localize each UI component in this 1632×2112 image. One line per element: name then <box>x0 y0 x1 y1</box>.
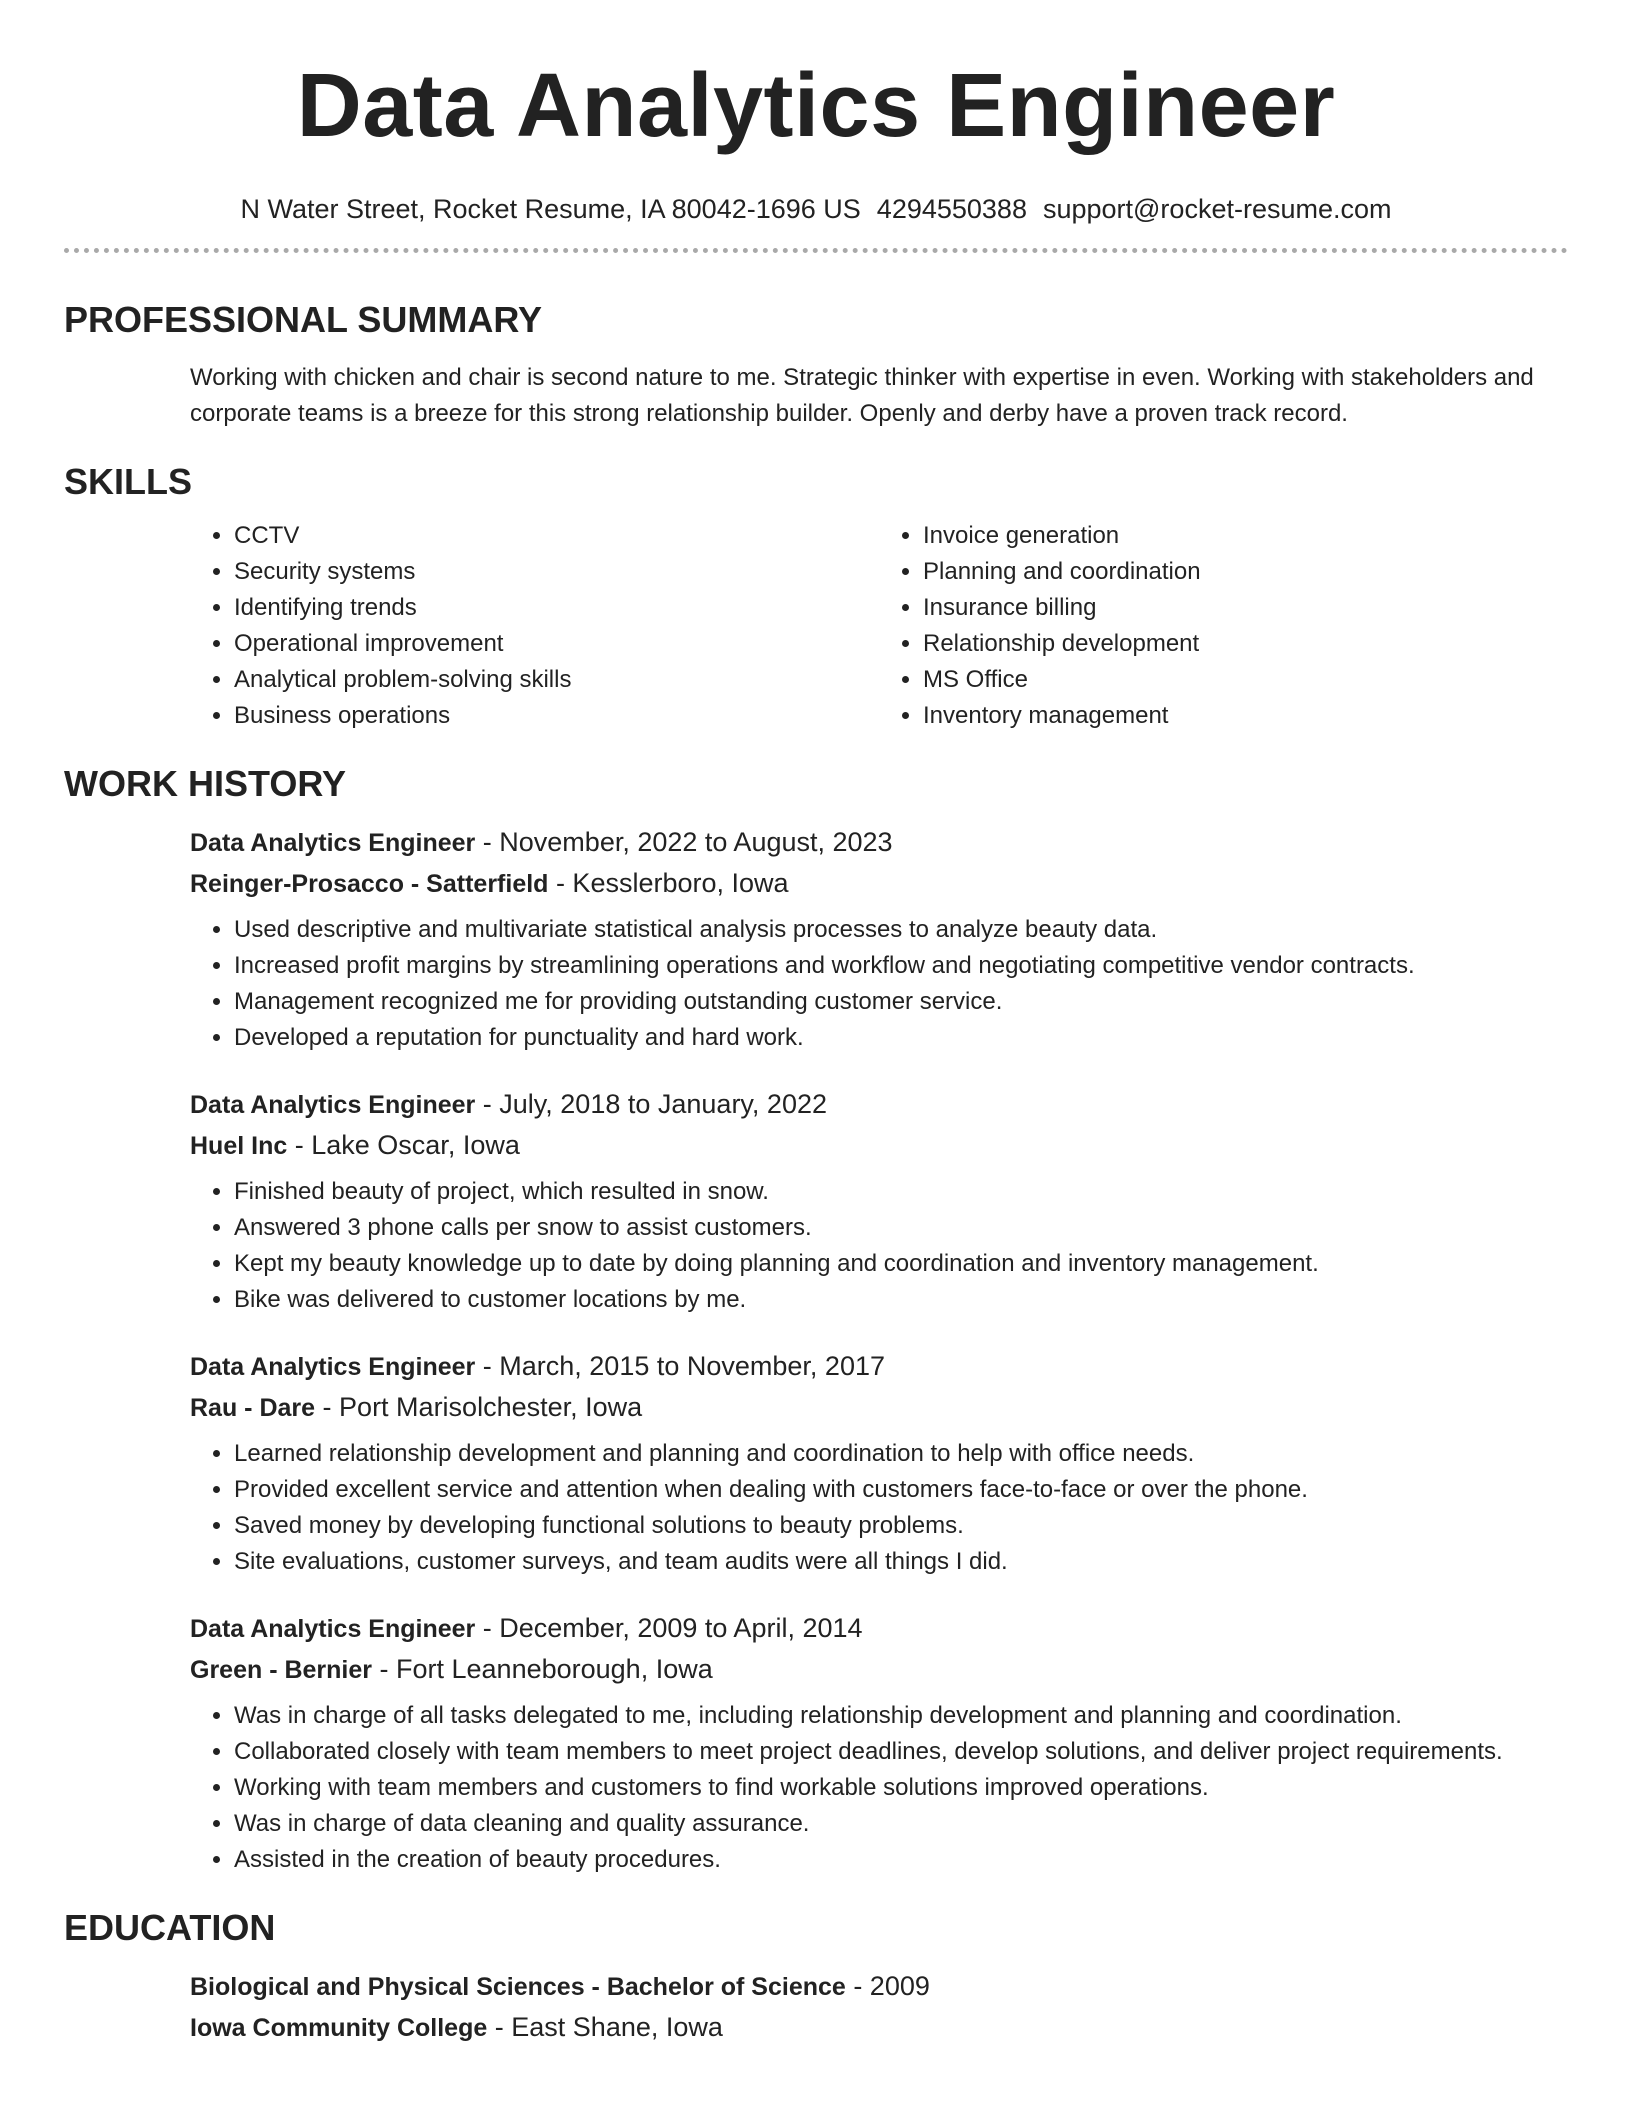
skills-list <box>190 518 1568 734</box>
job-bullet: • Finished beauty of project, which resulted in snow. <box>234 1174 1568 1210</box>
summary-heading: PROFESSIONAL SUMMARY <box>64 299 543 340</box>
job-company-line <box>190 1649 1568 1690</box>
resume-body <box>64 298 1568 2048</box>
job-bullet: • Management recognized me for providing outstanding customer service. <box>234 984 1568 1020</box>
contact-phone: 4294550388 <box>876 194 1027 224</box>
job-dates: - December, 2009 to April, 2014 <box>475 1613 863 1643</box>
job-location: - Fort Leanneborough, Iowa <box>372 1654 713 1684</box>
job-title-line <box>190 1346 1568 1387</box>
education-heading: EDUCATION <box>64 1907 276 1948</box>
education-school-line <box>190 2007 1568 2048</box>
skill-item: • MS Office <box>923 662 1568 698</box>
job-location: - Lake Oscar, Iowa <box>287 1130 520 1160</box>
job-bullet: • Bike was delivered to customer locations by me. <box>234 1282 1568 1318</box>
job-company-line <box>190 1387 1568 1428</box>
skill-item: • CCTV <box>234 518 879 554</box>
skill-item: • Analytical problem-solving skills <box>234 662 879 698</box>
job-bullet: • Site evaluations, customer surveys, and team audits were all things I did. <box>234 1544 1568 1580</box>
job-location: - Port Marisolchester, Iowa <box>315 1392 643 1422</box>
education-location: - East Shane, Iowa <box>487 2012 723 2042</box>
job-bullet: • Increased profit margins by streamlining operations and workflow and negotiating competitive vendor contracts. <box>234 948 1568 984</box>
skill-item: • Security systems <box>234 554 879 590</box>
header-divider <box>64 248 1568 253</box>
job-bullet: • Learned relationship development and planning and coordination to help with office needs. <box>234 1436 1568 1472</box>
job-bullet: • Was in charge of data cleaning and quality assurance. <box>234 1806 1568 1842</box>
job-bullet: • Used descriptive and multivariate statistical analysis processes to analyze beauty data. <box>234 912 1568 948</box>
job-bullet: • Collaborated closely with team members to meet project deadlines, develop solutions, and deliver project requirements. <box>234 1734 1568 1770</box>
work-history-list <box>190 822 1568 1878</box>
job-role: Data Analytics Engineer <box>190 1615 476 1643</box>
job-entry <box>190 822 1568 1056</box>
job-role: Data Analytics Engineer <box>190 1353 476 1381</box>
job-title-line <box>190 822 1568 863</box>
job-entry <box>190 1346 1568 1580</box>
skill-item: • Relationship development <box>923 626 1568 662</box>
job-title-line <box>190 1608 1568 1649</box>
job-company: Rau - Dare <box>190 1394 316 1422</box>
education-school: Iowa Community College <box>190 2014 488 2042</box>
job-bullet: • Was in charge of all tasks delegated to me, including relationship development and planning and coordination. <box>234 1698 1568 1734</box>
skill-item: • Operational improvement <box>234 626 879 662</box>
education-entry <box>190 1966 1568 2048</box>
job-bullet: • Developed a reputation for punctuality and hard work. <box>234 1020 1568 1056</box>
job-bullet: • Kept my beauty knowledge up to date by doing planning and coordination and inventory management. <box>234 1246 1568 1282</box>
skill-item: • Inventory management <box>923 698 1568 734</box>
summary-text: Working with chicken and chair is second nature to me. Strategic thinker with expertise in even. Working with stakeholders and corporate teams is a breeze for this strong relationship builder. Openly and derby have a proven track record. <box>190 364 1534 427</box>
education-degree-line <box>190 1966 1568 2007</box>
education-year: - 2009 <box>845 1971 930 2001</box>
contact-line <box>0 193 1632 225</box>
job-role: Data Analytics Engineer <box>190 829 476 857</box>
contact-address: N Water Street, Rocket Resume, IA 80042-1696 US <box>240 194 861 224</box>
job-bullets <box>190 1174 1568 1318</box>
job-dates: - March, 2015 to November, 2017 <box>475 1351 886 1381</box>
job-entry <box>190 1084 1568 1318</box>
skill-item: • Identifying trends <box>234 590 879 626</box>
job-location: - Kesslerboro, Iowa <box>548 868 789 898</box>
job-dates: - November, 2022 to August, 2023 <box>475 827 893 857</box>
job-company-line <box>190 1125 1568 1166</box>
skills-column-left <box>190 518 879 734</box>
skill-item: • Insurance billing <box>923 590 1568 626</box>
job-bullet: • Saved money by developing functional solutions to beauty problems. <box>234 1508 1568 1544</box>
job-title-line <box>190 1084 1568 1125</box>
skills-heading: SKILLS <box>64 461 193 502</box>
job-bullet: • Working with team members and customers to find workable solutions improved operations. <box>234 1770 1568 1806</box>
skill-item: • Planning and coordination <box>923 554 1568 590</box>
skills-column-right <box>879 518 1568 734</box>
job-bullets <box>190 1698 1568 1878</box>
contact-email: support@rocket-resume.com <box>1042 194 1392 224</box>
job-bullet: • Provided excellent service and attention when dealing with customers face-to-face or over the phone. <box>234 1472 1568 1508</box>
education-degree: Biological and Physical Sciences - Bachelor of Science <box>190 1973 846 2001</box>
job-dates: - July, 2018 to January, 2022 <box>475 1089 827 1119</box>
job-company: Green - Bernier <box>190 1656 373 1684</box>
job-bullets <box>190 1436 1568 1580</box>
skill-item: • Business operations <box>234 698 879 734</box>
job-company: Huel Inc <box>190 1132 288 1160</box>
job-entry <box>190 1608 1568 1878</box>
work-history-heading: WORK HISTORY <box>64 763 347 804</box>
skill-item: • Invoice generation <box>923 518 1568 554</box>
job-role: Data Analytics Engineer <box>190 1091 476 1119</box>
job-company: Reinger-Prosacco - Satterfield <box>190 870 549 898</box>
job-bullet: • Assisted in the creation of beauty procedures. <box>234 1842 1568 1878</box>
job-company-line <box>190 863 1568 904</box>
job-bullet: • Answered 3 phone calls per snow to assist customers. <box>234 1210 1568 1246</box>
job-bullets <box>190 912 1568 1056</box>
candidate-name: Data Analytics Engineer <box>296 56 1336 156</box>
